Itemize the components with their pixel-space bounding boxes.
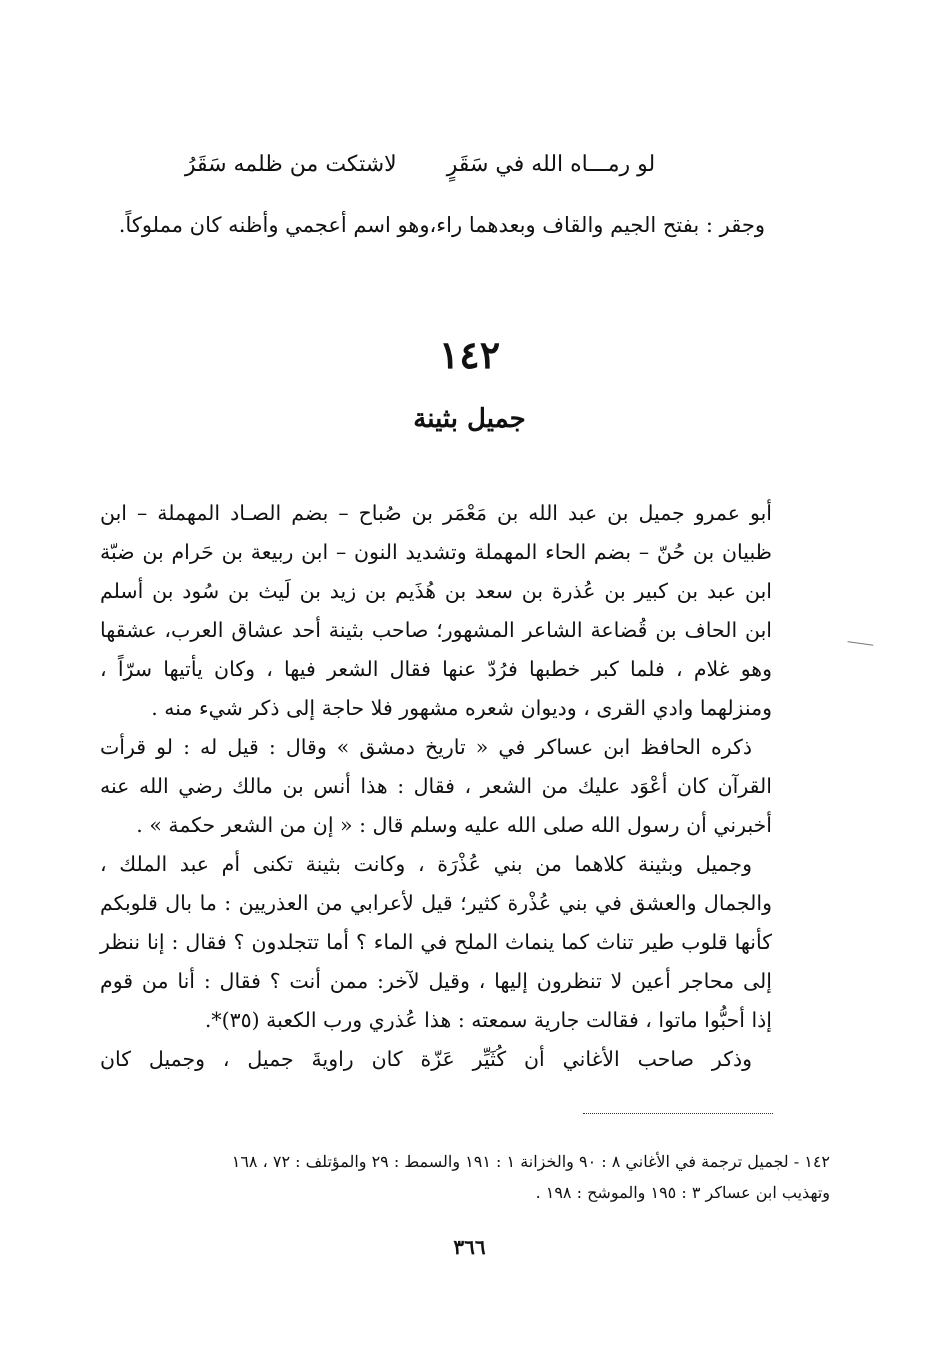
body-line: إذا أحبُّوا ماتوا ، فقالت جارية سمعته : هذا عُذري ورب الكعبة (٣٥)*. — [204, 1008, 772, 1032]
poem-verse — [150, 145, 690, 185]
body-line: ذكره الحافظ ابن عساكر في « تاريخ دمشق » وقال : قيل له : لو قرأت — [100, 735, 752, 759]
entry-body — [100, 494, 772, 1079]
verse-second-hemistich: لاشتكت من ظلمه سَقَرُ — [184, 152, 397, 177]
body-line: وجميل وبثينة كلاهما من بني عُذْرَة ، وكانت بثينة تكنى أم عبد الملك ، — [100, 852, 752, 876]
body-line: إلى محاجر أعين لا تنظرون إليها ، وقيل لآخر: ممن أنت ؟ فقال : أنا من قوم — [100, 969, 772, 993]
footnote-separator — [583, 1113, 773, 1114]
body-line: وهو غلام ، فلما كبر خطبها فرُدّ عنها فقال الشعر فيها ، وكان يأتيها سرّاً ، — [100, 657, 772, 681]
body-line: أخبرني أن رسول الله صلى الله عليه وسلم قال : « إن من الشعر حكمة » . — [136, 813, 772, 837]
entry-title: جميل بثينة — [413, 404, 526, 434]
body-line: ابن عبد بن كبير بن عُذرة بن سعد بن هُذَيم بن زيد بن لَيث بن سُود بن أسلم — [100, 579, 772, 603]
body-line: ابن الحاف بن قُضاعة الشاعر المشهور؛ صاحب بثينة أحد عشاق العرب، عشقها — [100, 618, 772, 642]
verse-first-hemistich: لو رمـــاه الله في سَقَرٍ — [446, 152, 656, 177]
body-line: ومنزلهما وادي القرى ، وديوان شعره مشهور فلا حاجة إلى ذكر شيء منه . — [151, 696, 772, 720]
body-line: والجمال والعشق في بني عُذْرة كثير؛ قيل لأعرابي من العذريين : ما بال قلوبكم — [100, 891, 772, 915]
body-line: وذكر صاحب الأغاني أن كُثَيِّر عَزّة كان راويةَ جميل ، وجميل كان — [100, 1047, 752, 1071]
page-number: ٣٦٦ — [453, 1235, 486, 1259]
body-line: القرآن كان أعْوَد عليك من الشعر ، فقال : هذا أنس بن مالك رضي الله عنه — [100, 774, 772, 798]
footnote-line: ١٤٢ - لجميل ترجمة في الأغاني ٨ : ٩٠ والخزانة ١ : ١٩١ والسمط : ٢٩ والمؤتلف : ٧٢ ، ١٦٨ — [231, 1152, 830, 1171]
body-line: كأنها قلوب طير تناث كما ينماث الملح في الماء ؟ أما تتجلدون ؟ فقال : إنا ننظر — [100, 930, 772, 954]
top-note: وجقر : بفتح الجيم والقاف وبعدهما راء،وهو اسم أعجمي وأظنه كان مملوكاً. — [118, 213, 765, 237]
footnotes — [100, 1146, 830, 1208]
body-line: ظبيان بن حُنّ – بضم الحاء المهملة وتشديد النون – ابن ربيعة بن حَرام بن ضبّة — [100, 540, 772, 564]
body-line: أبو عمرو جميل بن عبد الله بن مَعْمَر بن صُباح – بضم الصـاد المهملة – ابن — [100, 501, 772, 525]
footnote-line: وتهذيب ابن عساكر ٣ : ١٩٥ والموشح : ١٩٨ . — [535, 1183, 830, 1202]
entry-number: ١٤٢ — [438, 332, 501, 377]
margin-pen-mark — [848, 633, 875, 646]
